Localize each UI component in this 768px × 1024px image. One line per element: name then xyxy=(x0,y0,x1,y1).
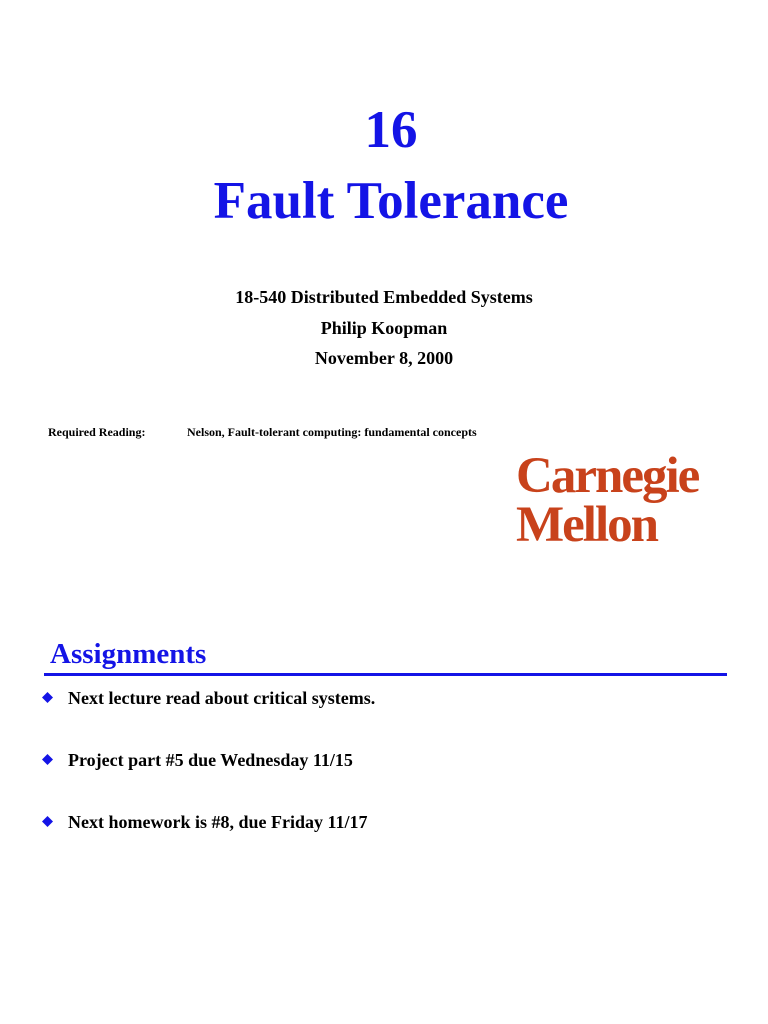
lecture-title: Fault Tolerance xyxy=(213,172,569,230)
assignment-text: Project part #5 due Wednesday 11/15 xyxy=(68,750,353,770)
required-reading-label: Required Reading: xyxy=(48,425,146,439)
carnegie-mellon-logo xyxy=(516,448,736,553)
required-reading-text: Nelson, Fault-tolerant computing: fundamental concepts xyxy=(187,425,477,439)
logo-line-carnegie: Carnegie xyxy=(516,448,699,504)
section-divider xyxy=(44,673,727,676)
diamond-bullet-icon xyxy=(42,692,53,703)
diamond-bullet-icon xyxy=(42,754,53,765)
assignments-heading: Assignments xyxy=(50,638,207,670)
assignment-text: Next homework is #8, due Friday 11/17 xyxy=(68,812,368,832)
author-name: Philip Koopman xyxy=(320,318,448,338)
lecture-date: November 8, 2000 xyxy=(314,348,454,368)
lecture-number: 16 xyxy=(364,101,418,159)
course-name: 18-540 Distributed Embedded Systems xyxy=(235,287,533,307)
diamond-bullet-icon xyxy=(42,816,53,827)
assignment-text: Next lecture read about critical systems. xyxy=(68,688,376,708)
logo-line-mellon: Mellon xyxy=(516,497,657,553)
